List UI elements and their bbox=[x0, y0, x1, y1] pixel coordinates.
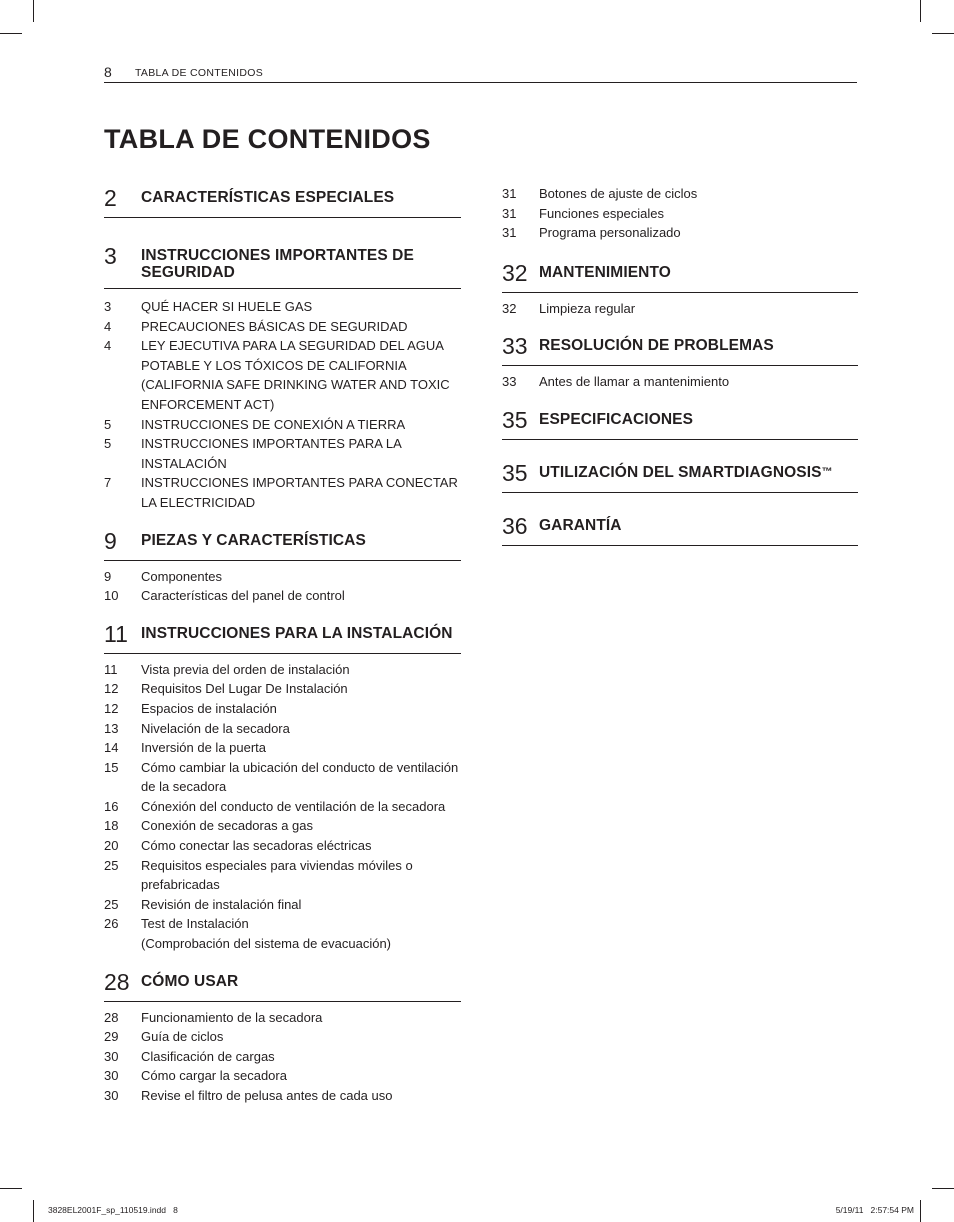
section-title bbox=[539, 459, 833, 481]
section-title-line: SEGURIDAD bbox=[141, 264, 235, 281]
toc-entry[interactable] bbox=[104, 415, 461, 435]
section-title-text: UTILIZACIÓN DEL SMARTDIAGNOSIS bbox=[539, 463, 822, 481]
entry-page-number: 16 bbox=[104, 798, 119, 814]
toc-entry[interactable] bbox=[104, 679, 461, 699]
toc-entry[interactable] bbox=[104, 738, 461, 758]
entry-page-number: 31 bbox=[502, 205, 517, 221]
toc-entry[interactable] bbox=[104, 1066, 461, 1086]
page-title: TABLA DE CONTENIDOS bbox=[104, 124, 431, 154]
entry-page-number: 33 bbox=[502, 374, 517, 390]
toc-entry[interactable] bbox=[104, 1008, 461, 1028]
entry-page-number: 14 bbox=[104, 740, 119, 756]
entry-title: Revise el filtro de pelusa antes de cada uso bbox=[141, 1088, 393, 1103]
toc-entry[interactable] bbox=[502, 184, 858, 204]
toc-section-heading[interactable] bbox=[104, 242, 461, 289]
entry-page-number: 26 bbox=[104, 916, 119, 932]
entry-page-number: 4 bbox=[104, 338, 112, 354]
section-title: CARACTERÍSTICAS ESPECIALES bbox=[141, 189, 395, 206]
toc-entry[interactable] bbox=[104, 816, 461, 836]
entry-title: Requisitos Del Lugar De Instalación bbox=[141, 681, 348, 697]
entry-page-number: 7 bbox=[104, 475, 112, 491]
header-running-title: TABLA DE CONTENIDOS bbox=[135, 67, 264, 79]
entry-title: INSTRUCCIONES DE CONEXIÓN A TIERRA bbox=[141, 416, 406, 432]
entry-title: Cómo cargar la secadora bbox=[141, 1068, 287, 1084]
toc-entry[interactable] bbox=[104, 699, 461, 719]
toc-section-heading[interactable] bbox=[502, 332, 858, 366]
toc-section-heading[interactable] bbox=[502, 512, 858, 546]
entry-page-number: 13 bbox=[104, 720, 119, 736]
entry-page-number: 10 bbox=[104, 588, 119, 604]
toc-section-heading[interactable] bbox=[502, 406, 858, 440]
footer-file-slug: 3828EL2001F_sp_110519.indd 8 bbox=[48, 1205, 178, 1215]
toc-entry[interactable] bbox=[104, 336, 461, 414]
toc-entry-list bbox=[104, 289, 461, 513]
entry-page-number: 5 bbox=[104, 436, 112, 452]
entry-title: Nivelación de la secadora bbox=[141, 720, 290, 736]
section-title bbox=[141, 242, 414, 281]
toc-entry[interactable] bbox=[104, 856, 461, 895]
entry-page-number: 5 bbox=[104, 416, 112, 432]
entry-page-number: 30 bbox=[104, 1048, 119, 1064]
section-page-number: 2 bbox=[104, 185, 117, 211]
toc-entry[interactable] bbox=[104, 586, 461, 606]
toc-entry[interactable] bbox=[104, 434, 461, 473]
entry-title: Cómo conectar las secadoras eléctricas bbox=[141, 838, 372, 854]
entry-title: Guía de ciclos bbox=[141, 1029, 224, 1045]
entry-page-number: 12 bbox=[104, 700, 119, 716]
toc-entry-list bbox=[502, 366, 858, 392]
entry-title: Vista previa del orden de instalación bbox=[141, 661, 350, 677]
entry-page-number: 4 bbox=[104, 318, 112, 334]
entry-title: Componentes bbox=[141, 568, 222, 584]
crop-mark bbox=[0, 1188, 22, 1189]
entry-page-number: 32 bbox=[502, 300, 517, 316]
entry-title bbox=[141, 914, 461, 953]
crop-mark bbox=[33, 1200, 34, 1222]
section-title: PIEZAS Y CARACTERÍSTICAS bbox=[141, 531, 366, 549]
entry-title: QUÉ HACER SI HUELE GAS bbox=[141, 299, 313, 314]
toc-entry-list bbox=[104, 654, 461, 954]
crop-mark bbox=[920, 1200, 921, 1222]
section-title: GARANTÍA bbox=[539, 516, 622, 534]
entry-title: Cómo cambiar la ubicación del conducto de ventilación de la secadora bbox=[141, 759, 459, 795]
entry-title: Antes de llamar a mantenimiento bbox=[539, 374, 730, 390]
toc-entry[interactable] bbox=[104, 1047, 461, 1067]
toc-entry[interactable] bbox=[104, 719, 461, 739]
entry-title: PRECAUCIONES BÁSICAS DE SEGURIDAD bbox=[141, 318, 408, 334]
entry-title: Limpieza regular bbox=[539, 300, 636, 316]
crop-mark bbox=[0, 33, 22, 34]
toc-left-column bbox=[104, 184, 461, 1106]
toc-section-heading[interactable] bbox=[104, 527, 461, 561]
entry-page-number: 15 bbox=[104, 759, 119, 775]
entry-title-line: Test de Instalación bbox=[141, 916, 249, 932]
entry-page-number: 31 bbox=[502, 225, 517, 241]
entry-title: Programa personalizado bbox=[539, 225, 681, 241]
toc-section-heading[interactable] bbox=[104, 184, 461, 218]
section-page-number: 3 bbox=[104, 243, 117, 269]
entry-title: Espacios de instalación bbox=[141, 700, 277, 716]
entry-title: INSTRUCCIONES IMPORTANTES PARA CONECTAR LA ELECTRICIDAD bbox=[141, 475, 458, 510]
section-page-number: 35 bbox=[502, 459, 528, 486]
section-title: MANTENIMIENTO bbox=[539, 263, 671, 281]
header-page-number: 8 bbox=[104, 64, 112, 80]
entry-title: Características del panel de control bbox=[141, 588, 345, 604]
entry-page-number: 25 bbox=[104, 857, 119, 873]
section-title-line: INSTRUCCIONES IMPORTANTES DE bbox=[141, 247, 414, 264]
section-title: INSTRUCCIONES PARA LA INSTALACIÓN bbox=[141, 624, 453, 642]
entry-title: INSTRUCCIONES IMPORTANTES PARA LA INSTALACIÓN bbox=[141, 436, 402, 471]
toc-entry-list bbox=[502, 184, 858, 243]
crop-mark bbox=[932, 33, 954, 34]
entry-title: Funcionamiento de la secadora bbox=[141, 1009, 323, 1025]
entry-page-number: 18 bbox=[104, 818, 119, 834]
toc-entry[interactable] bbox=[104, 567, 461, 587]
section-page-number: 32 bbox=[502, 259, 528, 286]
section-page-number: 9 bbox=[104, 527, 117, 554]
toc-entry[interactable] bbox=[502, 204, 858, 224]
entry-page-number: 12 bbox=[104, 681, 119, 697]
toc-entry-list bbox=[502, 293, 858, 319]
entry-title: Requisitos especiales para viviendas móviles o prefabricadas bbox=[141, 857, 413, 893]
entry-page-number: 20 bbox=[104, 838, 119, 854]
entry-page-number: 31 bbox=[502, 186, 517, 201]
entry-page-number: 11 bbox=[104, 661, 118, 677]
toc-entry[interactable] bbox=[104, 473, 461, 512]
crop-mark bbox=[932, 1188, 954, 1189]
toc-section-heading[interactable] bbox=[104, 620, 461, 654]
trademark-symbol: ™ bbox=[821, 465, 833, 478]
toc-entry[interactable] bbox=[104, 758, 461, 797]
entry-page-number: 30 bbox=[104, 1088, 119, 1103]
entry-title: LEY EJECUTIVA PARA LA SEGURIDAD DEL AGUA POTABLE Y LOS TÓXICOS DE CALIFORNIA (CALIFORNIA SAFE DRINKING WATER AND TOXIC ENFORCEMENT ACT) bbox=[141, 338, 450, 412]
toc-section-heading[interactable] bbox=[502, 259, 858, 293]
entry-page-number: 3 bbox=[104, 299, 112, 314]
entry-title: Conexión de secadoras a gas bbox=[141, 818, 314, 834]
toc-section-heading[interactable] bbox=[502, 459, 858, 493]
entry-title-line: (Comprobación del sistema de evacuación) bbox=[141, 936, 392, 952]
section-page-number: 36 bbox=[502, 512, 528, 539]
toc-entry[interactable] bbox=[104, 797, 461, 817]
section-title: ESPECIFICACIONES bbox=[539, 410, 694, 428]
toc-entry-list bbox=[104, 561, 461, 606]
entry-title: Clasificación de cargas bbox=[141, 1048, 275, 1064]
entry-title: Inversión de la puerta bbox=[141, 740, 267, 756]
crop-mark bbox=[920, 0, 921, 22]
entry-page-number: 29 bbox=[104, 1029, 119, 1045]
crop-mark bbox=[33, 0, 34, 22]
toc-entry[interactable] bbox=[104, 317, 461, 337]
entry-title: Botones de ajuste de ciclos bbox=[539, 186, 698, 201]
toc-entry[interactable] bbox=[104, 895, 461, 915]
toc-entry-list bbox=[104, 1002, 461, 1106]
section-page-number: 28 bbox=[104, 968, 130, 995]
entry-page-number: 25 bbox=[104, 896, 119, 912]
toc-entry[interactable] bbox=[502, 223, 858, 243]
entry-page-number: 28 bbox=[104, 1009, 119, 1025]
entry-page-number: 30 bbox=[104, 1068, 119, 1084]
toc-entry[interactable] bbox=[502, 372, 858, 392]
footer-timestamp: 5/19/11 2:57:54 PM bbox=[835, 1205, 914, 1215]
section-title: RESOLUCIÓN DE PROBLEMAS bbox=[539, 337, 774, 355]
section-page-number: 33 bbox=[502, 333, 528, 360]
entry-title: Funciones especiales bbox=[539, 205, 665, 221]
section-page-number: 11 bbox=[104, 620, 128, 647]
section-page-number: 35 bbox=[502, 406, 528, 433]
toc-entry[interactable] bbox=[502, 299, 858, 319]
toc-entry[interactable] bbox=[104, 1027, 461, 1047]
toc-entry[interactable] bbox=[104, 836, 461, 856]
entry-page-number: 9 bbox=[104, 568, 112, 584]
section-title: CÓMO USAR bbox=[141, 972, 239, 990]
toc-entry[interactable] bbox=[104, 297, 461, 317]
toc-entry[interactable] bbox=[104, 914, 461, 953]
toc-entry[interactable] bbox=[104, 660, 461, 680]
toc-right-column bbox=[502, 184, 858, 546]
entry-title: Cónexión del conducto de ventilación de la secadora bbox=[141, 798, 446, 814]
toc-section-heading[interactable] bbox=[104, 968, 461, 1002]
toc-entry[interactable] bbox=[104, 1086, 461, 1106]
entry-title: Revisión de instalación final bbox=[141, 896, 302, 912]
header-rule bbox=[104, 82, 857, 83]
